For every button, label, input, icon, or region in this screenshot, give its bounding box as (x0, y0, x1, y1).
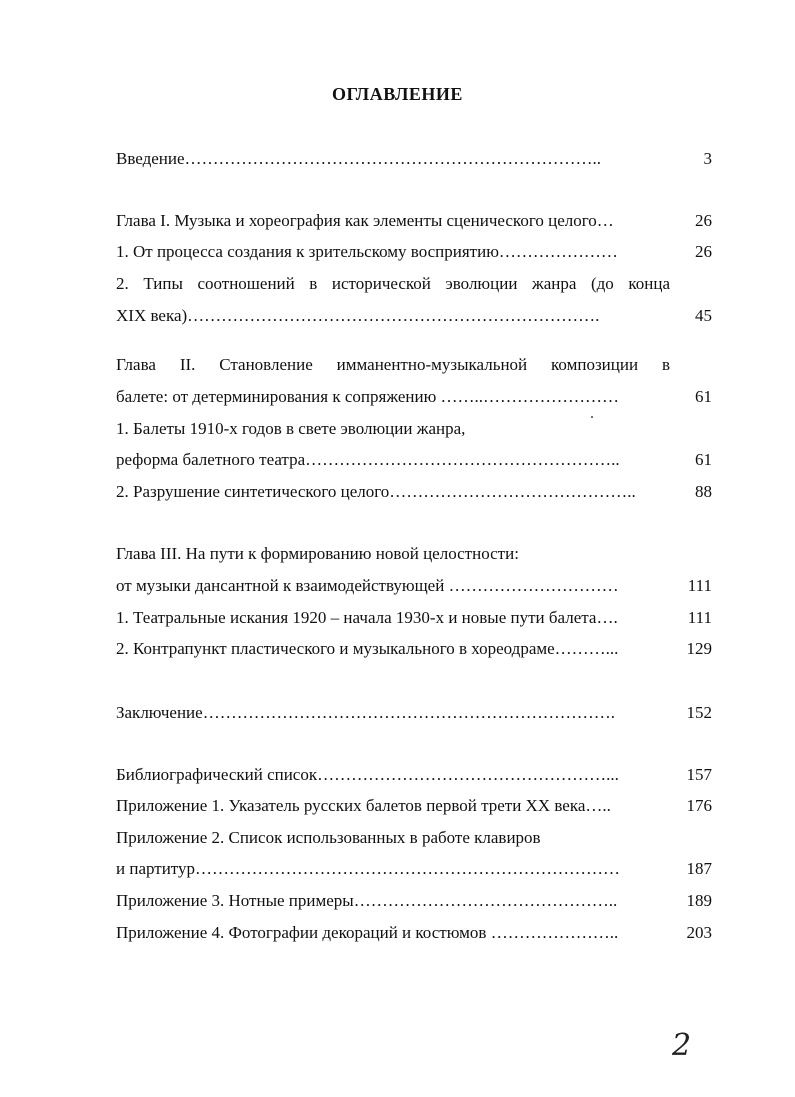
toc-entry-page: 152 (686, 703, 712, 722)
toc-entry-chapter-1 (116, 206, 712, 236)
toc-entry-text: Приложение 3. Нотные примеры……………………………………….. (116, 891, 618, 910)
toc-entry-text: Приложение 4. Фотографии декораций и костюмов ………………….. (116, 923, 619, 942)
toc-entry-page: 26 (695, 242, 712, 261)
toc-entry-text: Заключение………………………………………………………………. (116, 703, 615, 722)
toc-entry-chapter-2-line-1: Глава II. Становление имманентно-музыкальной композиции в (116, 355, 670, 374)
toc-entry-appendix-1 (116, 791, 712, 821)
toc-entry-section-1-1 (116, 237, 712, 267)
toc-entry-text: 1. От процесса создания к зрительскому восприятию………………… (116, 242, 618, 261)
toc-entry-page: 26 (695, 211, 712, 230)
toc-entry-page: 88 (695, 482, 712, 501)
toc-entry-section-2-1-line-2 (116, 445, 712, 475)
toc-entry-page: 111 (687, 608, 712, 627)
toc-entry-page: 111 (687, 576, 712, 595)
toc-entry-conclusion (116, 698, 712, 728)
toc-entry-text: 1. Театральные искания 1920 – начала 1930-х и новые пути балета…. (116, 608, 618, 627)
toc-entry-text: и партитур………………………………………………………………… (116, 859, 620, 878)
toc-entry-text: Библиографический список……………………………………………... (116, 765, 619, 784)
toc-entry-introduction (116, 144, 712, 174)
toc-entry-chapter-3-line-1: Глава III. На пути к формированию новой целостности: (116, 544, 519, 563)
toc-entry-appendix-3 (116, 886, 712, 916)
page-title: ОГЛАВЛЕНИЕ (332, 84, 463, 104)
toc-entry-page: 187 (686, 859, 712, 878)
toc-entry-text: 2. Разрушение синтетического целого…………………………………….. (116, 482, 636, 501)
toc-entry-page: 61 (695, 450, 712, 469)
toc-entry-section-3-2 (116, 634, 712, 664)
toc-entry-page: 45 (695, 306, 712, 325)
handwritten-page-number: 2 (672, 1028, 692, 1063)
toc-entry-chapter-2-line-2 (116, 382, 712, 412)
toc-entry-bibliography (116, 760, 712, 790)
toc-entry-page: 176 (686, 796, 712, 815)
toc-entry-text: XIX века)………………………………………………………………. (116, 306, 600, 325)
toc-entry-page: 3 (703, 149, 712, 168)
toc-entry-text: от музыки дансантной к взаимодействующей ………………………… (116, 576, 619, 595)
toc-entry-page: 157 (686, 765, 712, 784)
toc-entry-text: Приложение 1. Указатель русских балетов первой трети XX века….. (116, 796, 611, 815)
toc-entry-chapter-3-line-2 (116, 571, 712, 601)
toc-entry-section-1-2-line-2 (116, 301, 712, 331)
toc-entry-text: балете: от детерминирования к сопряжению ……..…………………… (116, 387, 620, 406)
toc-entry-appendix-2-line-2 (116, 854, 712, 884)
toc-entry-page: 189 (686, 891, 712, 910)
toc-entry-text: реформа балетного театра……………………………………………….. (116, 450, 620, 469)
toc-entry-text: Введение……………………………………………………………….. (116, 149, 602, 168)
toc-entry-page: 61 (695, 387, 712, 406)
toc-entry-text: Глава I. Музыка и хореография как элементы сценического целого… (116, 211, 614, 230)
toc-entry-section-2-1-line-1: 1. Балеты 1910-х годов в свете эволюции жанра, (116, 419, 466, 438)
toc-entry-appendix-2-line-1: Приложение 2. Список использованных в работе клавиров (116, 828, 541, 847)
toc-entry-text: 2. Контрапункт пластического и музыкального в хореодраме………... (116, 639, 619, 658)
toc-entry-section-1-2-line-1: 2. Типы соотношений в исторической эволюции жанра (до конца (116, 274, 670, 293)
toc-entry-page: 129 (686, 639, 712, 658)
toc-entry-section-2-2 (116, 477, 712, 507)
toc-entry-section-3-1 (116, 603, 712, 633)
toc-entry-appendix-4 (116, 918, 712, 948)
toc-entry-page: 203 (686, 923, 712, 942)
